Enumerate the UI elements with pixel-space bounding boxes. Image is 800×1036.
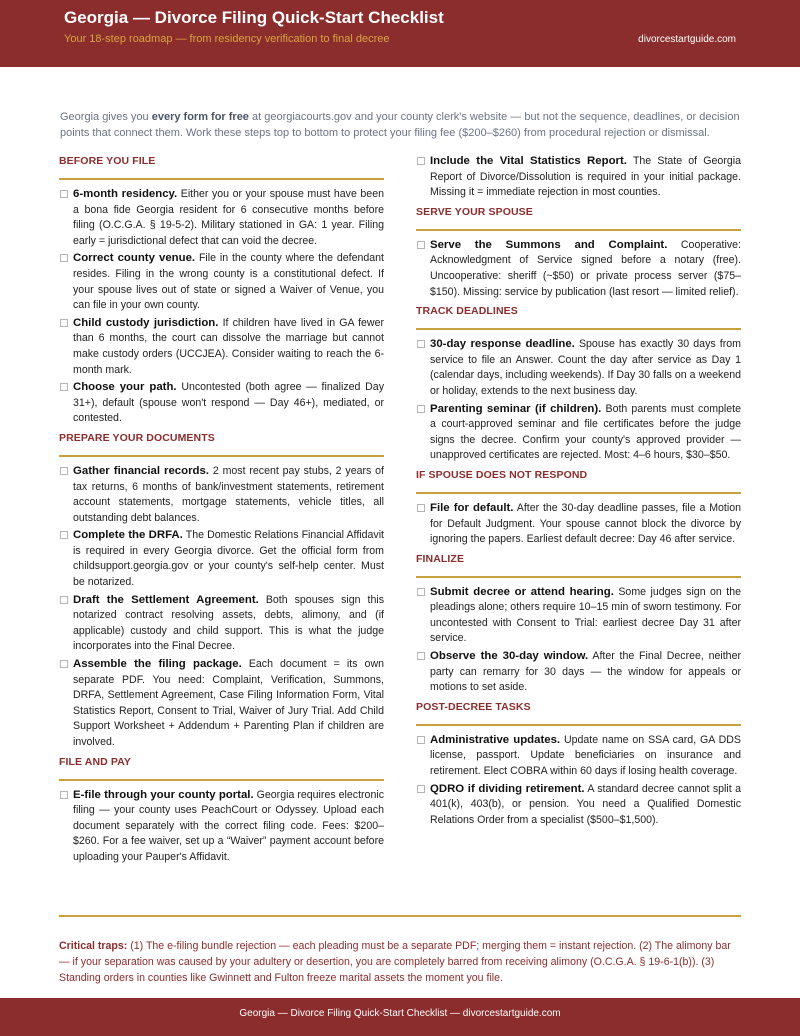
checklist-section bbox=[59, 755, 384, 866]
traps-divider bbox=[59, 915, 741, 917]
checkbox[interactable] bbox=[417, 736, 425, 744]
checklist-item bbox=[59, 788, 384, 866]
checklist-item bbox=[416, 733, 741, 780]
checkbox[interactable] bbox=[60, 254, 68, 262]
checklist-section bbox=[416, 154, 741, 201]
item-title: Draft the Settlement Agreement. bbox=[73, 593, 259, 606]
checklist-item bbox=[59, 380, 384, 427]
checklist-item bbox=[59, 251, 384, 313]
checklist-section bbox=[416, 304, 741, 464]
section-heading: FINALIZE bbox=[416, 552, 465, 565]
item-text: If children have lived in GA fewer than 6 months, the court can dissolve the marriage but cannot make custody orders (UCCJEA). Consider waiting to reach the 6-month mark. bbox=[73, 316, 384, 376]
intro-text-before: Georgia gives you bbox=[60, 111, 152, 123]
critical-traps bbox=[59, 939, 743, 986]
section-rule bbox=[59, 455, 384, 457]
item-title: Observe the 30-day window. bbox=[430, 650, 589, 663]
section-rule bbox=[416, 492, 741, 494]
checklist-item bbox=[416, 238, 741, 300]
checklist-section bbox=[59, 431, 384, 751]
item-text: The State of Georgia Report of Divorce/Dissolution is required in your initial package. Missing it = immediate rejection in most counties. bbox=[430, 155, 741, 199]
item-text: Georgia requires electronic filing — your county uses PeachCourt or Odyssey. Upload each document separately with the correct filing code. Fees: $200–$260. For a fee waiver, set up a “Waiver” payment account before uploading your Pauper's Affidavit. bbox=[73, 788, 384, 863]
section-rule bbox=[59, 779, 384, 781]
checkbox[interactable] bbox=[60, 190, 68, 198]
item-title: File for default. bbox=[430, 501, 514, 514]
checklist-section bbox=[416, 205, 741, 300]
header-banner bbox=[0, 0, 800, 67]
checkbox[interactable] bbox=[60, 531, 68, 539]
item-title: E-file through your county portal. bbox=[73, 788, 254, 801]
item-title: Serve the Summons and Complaint. bbox=[430, 238, 668, 251]
item-text: Both spouses sign this notarized contract resolving assets, debts, alimony, and (if applicable) custody and child support. This is what the judge incorporates into the Final Decree. bbox=[73, 593, 385, 653]
checkbox[interactable] bbox=[417, 157, 425, 165]
section-heading: TRACK DEADLINES bbox=[416, 305, 518, 318]
item-title: Child custody jurisdiction. bbox=[73, 316, 219, 329]
page-title: Georgia — Divorce Filing Quick-Start Checklist bbox=[64, 8, 444, 27]
checkbox[interactable] bbox=[417, 241, 425, 249]
section-heading: POST-DECREE TASKS bbox=[416, 700, 531, 713]
item-title: Complete the DRFA. bbox=[73, 529, 183, 542]
section-rule bbox=[416, 328, 741, 330]
section-heading: PREPARE YOUR DOCUMENTS bbox=[59, 431, 215, 444]
checklist-section bbox=[416, 468, 741, 548]
item-text: Each document = its own separate PDF. You need: Complaint, Verification, Summons, DRFA, Settlement Agreement, Case Filing Information Form, Vital Statistics Report, Consent to Trial, Waiver of Jury Trial. Add Child Support Worksheet + Addendum + Parenting Plan if children are involved. bbox=[73, 658, 384, 748]
checklist-item bbox=[416, 501, 741, 548]
item-text: Spouse has exactly 30 days from service to file an Answer. Count the day after service as Day 1 (calendar days, including weekends). If Day 30 falls on a weekend or holiday, extends to the next business day. bbox=[430, 338, 741, 397]
item-text: File in the county where the defendant resides. Filing in the wrong county is a constitutional defect. If your spouse lives out of state or signed a Waiver of Venue, you can file in your own county. bbox=[73, 252, 384, 312]
checkbox[interactable] bbox=[417, 652, 425, 660]
footer-banner bbox=[0, 998, 800, 1036]
section-heading: BEFORE YOU FILE bbox=[59, 155, 156, 167]
item-text: After the Final Decree, neither party can remarry for 30 days — the window for appeals or motions to set aside. bbox=[430, 650, 741, 694]
item-text: Update name on SSA card, GA DDS license, passport. Update beneficiaries on insurance and retirement. Elect COBRA within 60 days if losing health coverage. bbox=[430, 733, 741, 778]
item-text: After the 30-day deadline passes, file a Motion for Default Judgment. Your spouse cannot block the divorce by ignoring the papers. Earliest default decree: Day 46 after service. bbox=[430, 501, 742, 546]
section-rule bbox=[416, 229, 741, 231]
intro-paragraph bbox=[60, 109, 742, 141]
item-title: Include the Vital Statistics Report. bbox=[430, 155, 627, 167]
checklist-item bbox=[59, 316, 384, 378]
checkbox[interactable] bbox=[417, 588, 425, 596]
item-text: Uncontested (both agree — finalized Day 31+), default (spouse won't respond — Day 46+), mediated, or contested. bbox=[73, 381, 384, 425]
item-text: 2 most recent pay stubs, 2 years of tax returns, 6 months of bank/investment statements, retirement account statements, mortgage statements, vehicle titles, all outstanding debt balances. bbox=[73, 464, 384, 524]
traps-label: Critical traps: bbox=[59, 940, 128, 952]
checklist-item bbox=[59, 528, 384, 590]
section-heading: FILE AND PAY bbox=[59, 755, 131, 768]
checklist-item bbox=[59, 657, 384, 751]
checklist-item bbox=[59, 464, 384, 526]
checklist-item bbox=[416, 585, 741, 647]
section-heading: IF SPOUSE DOES NOT RESPOND bbox=[416, 468, 588, 481]
section-rule bbox=[416, 576, 741, 578]
item-text: Cooperative: Acknowledgment of Service signed before a notary (free). Uncooperative: sheriff (~$50) or private process server ($75–$150). Missing: service by publication (last resort — limited relief). bbox=[430, 238, 741, 298]
item-title: Parenting seminar (if children). bbox=[430, 402, 602, 415]
checkbox[interactable] bbox=[417, 504, 425, 512]
left-column bbox=[59, 154, 384, 870]
checkbox[interactable] bbox=[60, 467, 68, 475]
traps-text: (1) The e-filing bundle rejection — each pleading must be a separate PDF; merging them = instant rejection. (2) The alimony bar — if your separation was caused by your adultery or desertion, you are completely barred from receiving alimony (O.C.G.A. § 19-6-1(b)). (3) Standing orders in counties like Gwinnett and Fulton freeze marital assets the moment you file. bbox=[59, 940, 731, 984]
item-title: 30-day response deadline. bbox=[430, 338, 575, 351]
site-name: divorcestartguide.com bbox=[638, 34, 736, 45]
item-title: QDRO if dividing retirement. bbox=[430, 782, 585, 795]
checklist-section bbox=[416, 700, 741, 829]
checkbox[interactable] bbox=[60, 319, 68, 327]
checkbox[interactable] bbox=[60, 596, 68, 604]
item-title: Choose your path. bbox=[73, 381, 177, 394]
checkbox[interactable] bbox=[417, 405, 425, 413]
item-text: Either you or your spouse must have been a bona fide Georgia resident for 6 consecutive months before filing (O.C.G.A. § 19-5-2). Military stationed in GA: 1 year. Filing early = jurisdictional defect that can void the decree. bbox=[73, 188, 384, 247]
checkbox[interactable] bbox=[60, 791, 68, 799]
checklist-item bbox=[416, 337, 741, 399]
checkbox[interactable] bbox=[60, 660, 68, 668]
checklist-section bbox=[59, 154, 384, 427]
intro-text-after: at georgiacourts.gov and your county clerk's website — but not the sequence, deadlines, or decision points that connect them. Work these steps top to bottom to protect your filing fee ($200–$260) from procedural rejection or dismissal. bbox=[60, 111, 740, 139]
item-text: A standard decree cannot split a 401(k), 403(b), or pension. You need a Qualified Domestic Relations Order from a specialist ($500–$1,500). bbox=[430, 782, 741, 826]
item-title: Administrative updates. bbox=[430, 733, 561, 746]
item-text: Both parents must complete a court-approved seminar and file certificates before the judge signs the decree. Confirm your county's approved provider — unapproved certificates are rejected. Most: 4–6 hours, $30–$50. bbox=[430, 402, 742, 462]
item-title: Gather financial records. bbox=[73, 464, 209, 477]
item-title: Submit decree or attend hearing. bbox=[430, 585, 614, 598]
checklist-item bbox=[416, 154, 741, 201]
checklist-item bbox=[416, 782, 741, 829]
checklist-item bbox=[416, 649, 741, 696]
item-title: 6-month residency. bbox=[73, 188, 178, 200]
checklist-item bbox=[59, 187, 384, 249]
section-rule bbox=[416, 724, 741, 726]
page-subtitle: Your 18-step roadmap — from residency verification to final decree bbox=[64, 33, 390, 45]
checkbox[interactable] bbox=[417, 785, 425, 793]
checklist-section bbox=[416, 552, 741, 696]
section-rule bbox=[59, 178, 384, 180]
intro-text-bold: every form for free bbox=[151, 111, 249, 123]
item-title: Assemble the filing package. bbox=[73, 658, 242, 671]
checkbox[interactable] bbox=[417, 340, 425, 348]
footer-text: Georgia — Divorce Filing Quick-Start Checklist — divorcestartguide.com bbox=[239, 1008, 561, 1019]
item-text: The Domestic Relations Financial Affidavit is required in every Georgia divorce. Get the official form from childsupport.georgia.gov or your county's self-help center. Must be notarized. bbox=[73, 529, 384, 589]
checklist-item bbox=[59, 593, 384, 655]
right-column bbox=[416, 154, 741, 832]
checklist-item bbox=[416, 402, 741, 464]
item-text: Some judges sign on the pleadings alone; others require 10–15 min of sworn testimony. For uncontested with Consent to Trial: earliest decree Day 31 after service. bbox=[430, 585, 742, 645]
checkbox[interactable] bbox=[60, 383, 68, 391]
section-heading: SERVE YOUR SPOUSE bbox=[416, 205, 533, 218]
item-title: Correct county venue. bbox=[73, 252, 196, 265]
